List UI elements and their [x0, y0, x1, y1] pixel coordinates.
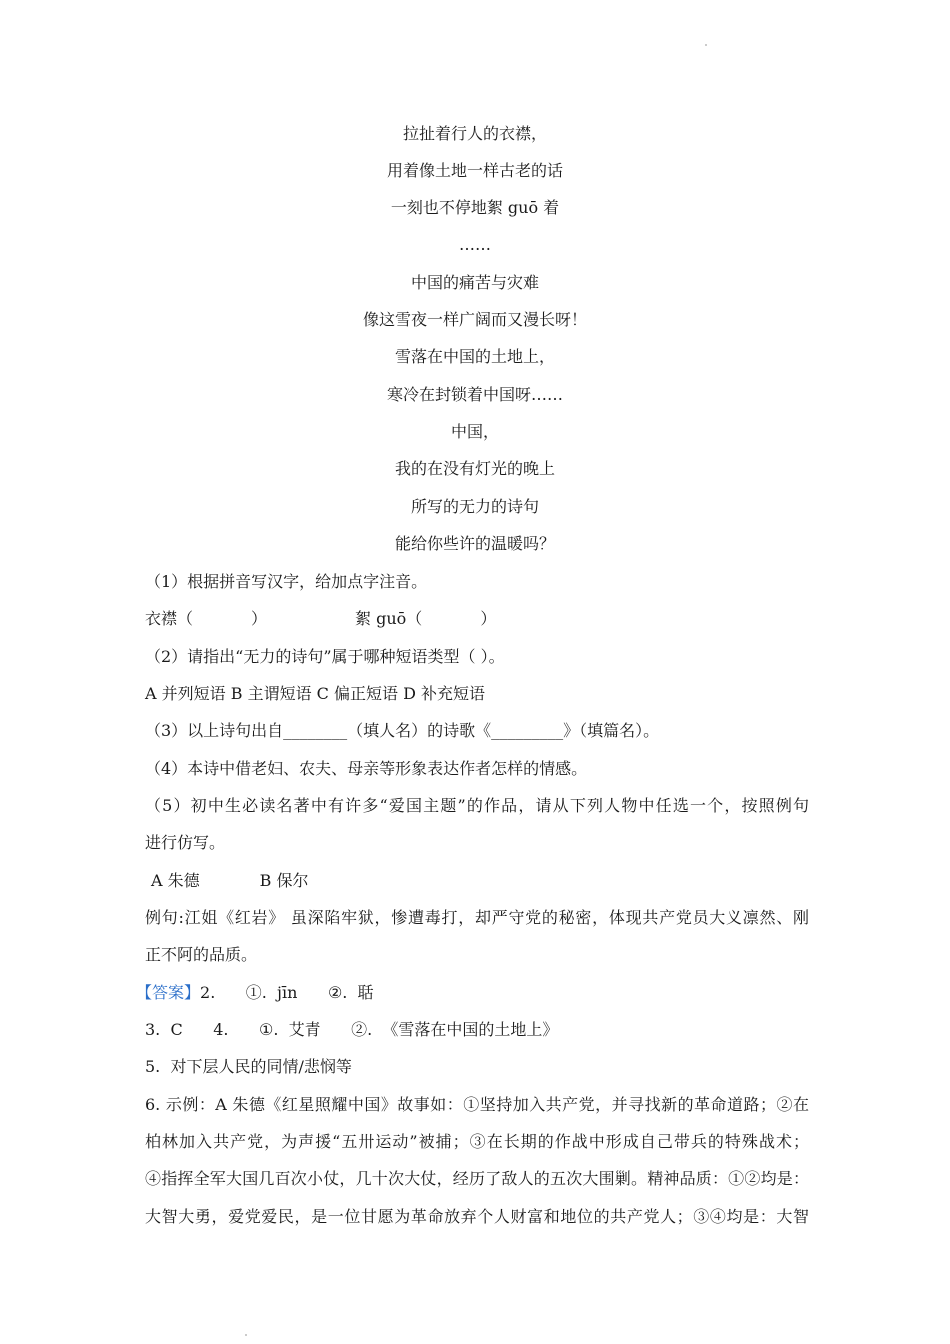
- poem-line: 能给你些许的温暖吗？: [394, 534, 555, 553]
- question-2: （2）请指出“无力的诗句”属于哪种短语类型（ ）。: [145, 647, 505, 666]
- question-3: （3）以上诗句出自________（填人名）的诗歌《_________》（填篇名）。: [145, 721, 660, 740]
- poem-line: 中国，: [450, 422, 499, 441]
- poem-line: 一刻也不停地絮 guō 着: [390, 198, 560, 217]
- option-zhude: A 朱德: [151, 871, 200, 890]
- item-xuguo: 絮 guō（: [355, 609, 423, 628]
- question-5-cont: 进行仿写。: [145, 833, 226, 852]
- answer-row-6-cont: 柏林加入共产党，为声援“五卅运动”被捕；③在长期的作战中形成自己带兵的特殊战术；: [145, 1132, 809, 1151]
- poem-line: 寒冷在封锁着中国呀……: [386, 385, 563, 404]
- poem-line: 我的在没有灯光的晚上: [394, 459, 555, 478]
- example-sentence: 例句:江姐《红岩》 虽深陷牢狱，惨遭毒打，却严守党的秘密，体现共产党员大义凛然、刚: [145, 908, 809, 927]
- answer-row-6-cont: ④指挥全军大国几百次小仗，几十次大仗，经历了敌人的五次大围剿。精神品质：①②均是：: [145, 1169, 809, 1188]
- poem-line: 拉扯着行人的衣襟，: [402, 124, 547, 143]
- question-2-options: A 并列短语 B 主谓短语 C 偏正短语 D 补充短语: [145, 684, 485, 703]
- answer-row-5: 5. 对下层人民的同情/悲悯等: [145, 1057, 352, 1076]
- question-4: （4）本诗中借老妇、农夫、母亲等形象表达作者怎样的情感。: [145, 759, 588, 778]
- corner-dot-mark: [705, 44, 707, 46]
- poem-line: 所写的无力的诗句: [410, 497, 539, 516]
- poem-line: ……: [459, 235, 491, 254]
- answer-2: 2. ①. jīn ②. 聒: [200, 983, 374, 1002]
- poem-line: 用着像土地一样古老的话: [386, 161, 563, 180]
- item-yijin-close: ）: [251, 609, 268, 628]
- answer-label: 【答案】: [136, 983, 201, 1002]
- answer-row-2: [136, 983, 374, 1003]
- item-yijin: 衣襟（: [145, 609, 194, 628]
- option-baoer: B 保尔: [259, 871, 309, 890]
- question-1: （1）根据拼音写汉字，给加点字注音。: [145, 572, 428, 591]
- poem-line: 中国的痛苦与灾难: [410, 273, 539, 292]
- example-sentence-cont: 正不阿的品质。: [145, 945, 258, 964]
- answer-row-3-4: 3. C 4. ①. 艾青 ②. 《雪落在中国的土地上》: [145, 1020, 559, 1039]
- poem-line: 雪落在中国的土地上，: [394, 347, 555, 366]
- item-xuguo-close: ）: [480, 609, 497, 628]
- answer-row-6: 6. 示例：A 朱德《红星照耀中国》故事如：①坚持加入共产党，并寻找新的革命道路；②在: [145, 1095, 809, 1114]
- question-5-options: [151, 871, 309, 891]
- answer-row-6-cont: 大智大勇，爱党爱民，是一位甘愿为革命放弃个人财富和地位的共产党人；③④均是：大智: [145, 1207, 809, 1226]
- question-1-items: [145, 609, 496, 629]
- poem-line: 像这雪夜一样广阔而又漫长呀！: [362, 310, 587, 329]
- question-5: （5）初中生必读名著中有许多“爱国主题”的作品，请从下列人物中任选一个，按照例句: [145, 796, 809, 815]
- corner-dot-mark: [245, 1334, 247, 1336]
